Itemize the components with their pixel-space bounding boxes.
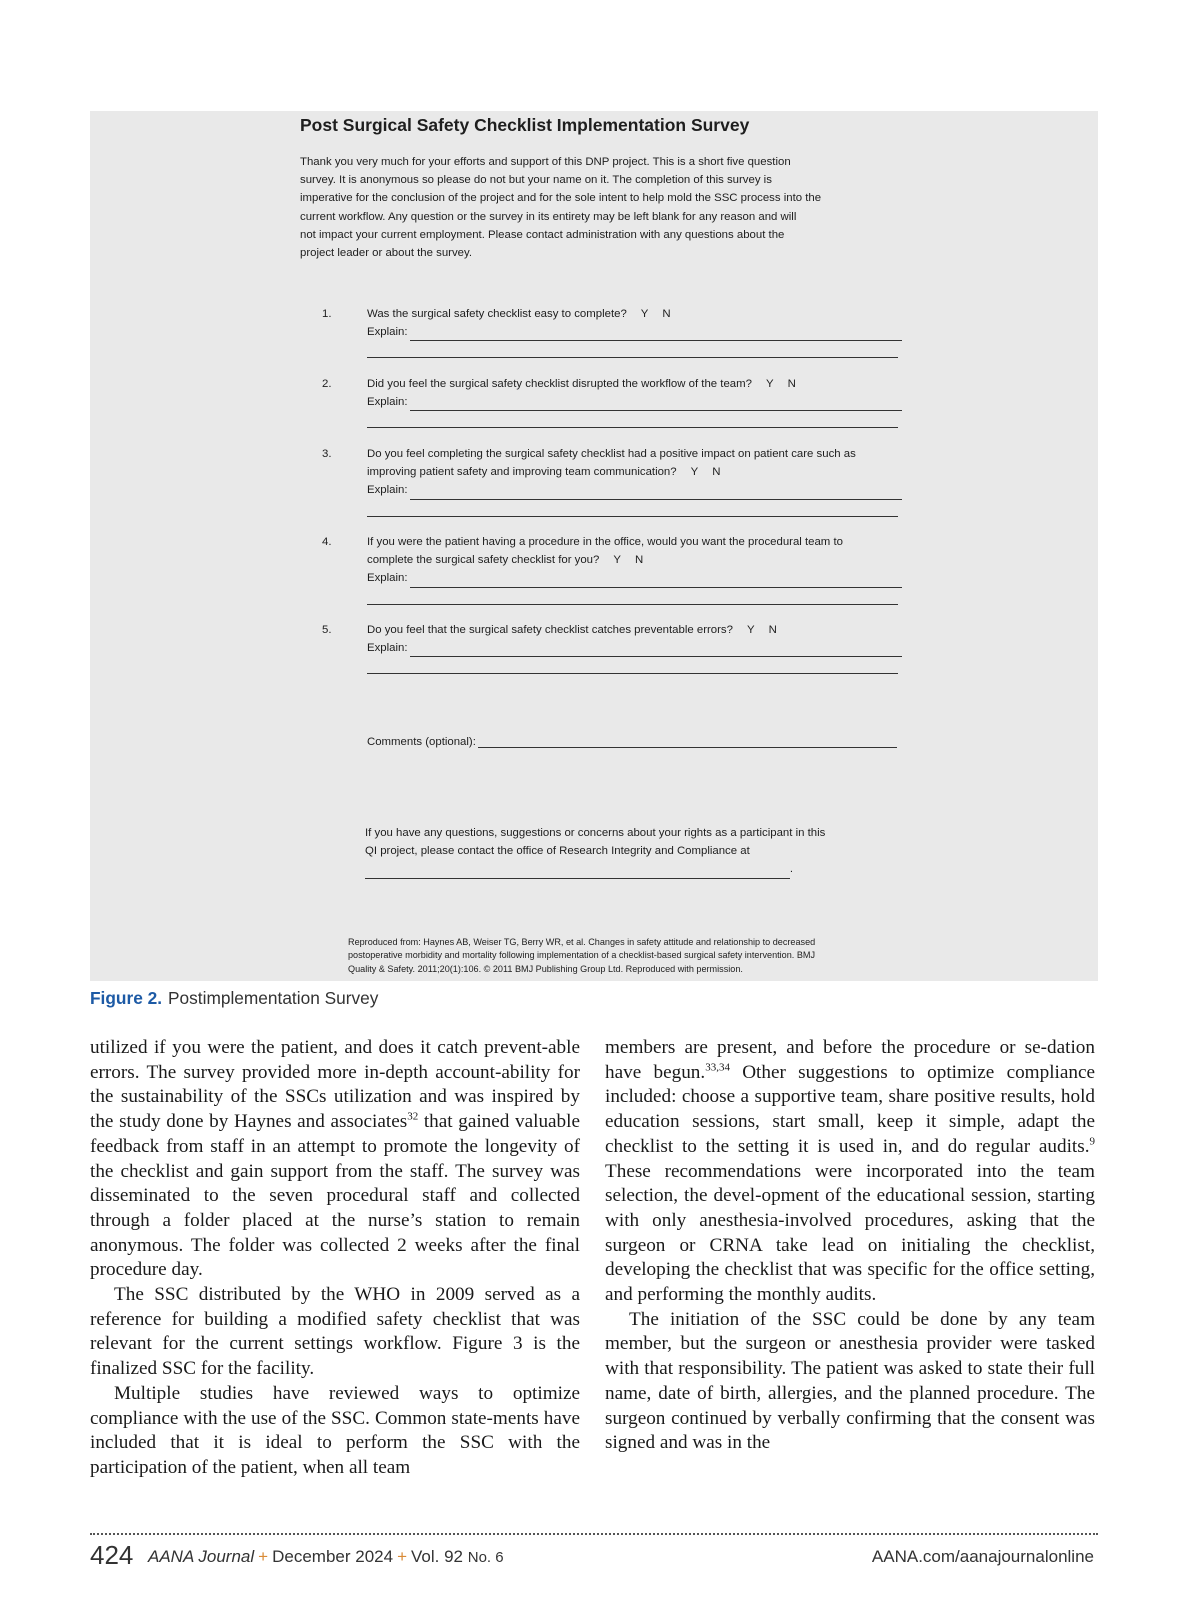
contact-period: . bbox=[789, 863, 793, 876]
comments-blank bbox=[478, 734, 897, 748]
question-text: If you were the patient having a procedure in the office, would you want the procedural team to bbox=[367, 536, 843, 548]
question-text: complete the surgical safety checklist for you? bbox=[367, 554, 600, 567]
question-number: 2. bbox=[322, 378, 332, 390]
paragraph-text: that gained valuable feedback from staff in an attempt to promote the longevity of the checklist and gain support from the staff. The survey was disseminated to the seven procedural staff and collected through a folder placed at the nurse’s station to remain anonymous. The folder was collected 2 weeks after the final procedure day. bbox=[90, 1111, 580, 1281]
no-option: N bbox=[662, 308, 671, 320]
answer-blank bbox=[410, 327, 902, 341]
credit-line: Reproduced from: Haynes AB, Weiser TG, Berry WR, et al. Changes in safety attitude and relationship to decreased bbox=[348, 937, 816, 947]
intro-line: project leader or about the survey. bbox=[300, 247, 473, 260]
question-text: Do you feel completing the surgical safety checklist had a positive impact on patient care such as bbox=[367, 448, 856, 460]
answer-blank bbox=[367, 657, 898, 674]
yes-option: Y bbox=[765, 378, 774, 390]
citation-ref: 9 bbox=[1089, 1135, 1095, 1148]
issue-date: December 2024 bbox=[272, 1547, 394, 1566]
body-paragraph: Multiple studies have reviewed ways to optimize compliance with the use of the SSC. Common state-ments have included that it is ideal to perform the SSC with the participation of the patient, when all team bbox=[90, 1382, 580, 1478]
credit-line: postoperative morbidity and mortality following implementation of a checklist-based surgical safety intervention. BMJ bbox=[348, 950, 816, 961]
question-text: Was the surgical safety checklist easy to complete? bbox=[367, 308, 627, 320]
survey-intro bbox=[300, 153, 900, 262]
answer-blank bbox=[410, 643, 902, 657]
intro-line: Thank you very much for your efforts and support of this DNP project. This is a short five question bbox=[300, 156, 791, 168]
no-option: N bbox=[634, 554, 644, 567]
answer-blank bbox=[367, 588, 898, 605]
question-number: 5. bbox=[322, 624, 332, 636]
survey-title: Post Surgical Safety Checklist Implementation Survey bbox=[300, 115, 750, 135]
question-number: 4. bbox=[322, 536, 332, 548]
answer-blank bbox=[410, 574, 902, 588]
yes-option: Y bbox=[746, 624, 755, 636]
journal-name: AANA Journal bbox=[148, 1547, 255, 1566]
reproduction-credit bbox=[348, 936, 898, 976]
explain-label: Explain: bbox=[367, 642, 408, 655]
page-footer bbox=[90, 1540, 1098, 1572]
answer-blank bbox=[367, 500, 898, 517]
paragraph-text: Other suggestions to optimize compliance included: choose a supportive team, share positive results, hold education sessions, start small, keep it simple, adapt the checklist to the setting it is used in, and do regular audits. bbox=[605, 1061, 1095, 1157]
intro-line: not impact your current employment. Please contact administration with any questions about the bbox=[300, 228, 785, 241]
yes-option: Y bbox=[690, 466, 699, 479]
explain-label: Explain: bbox=[367, 572, 408, 585]
body-paragraph: The SSC distributed by the WHO in 2009 served as a reference for building a modified safety checklist that was relevant for the current settings workflow. Figure 3 is the finalized SSC for the facility. bbox=[90, 1284, 580, 1380]
comments-row bbox=[367, 734, 897, 748]
figure-caption bbox=[90, 988, 790, 1009]
question-number: 3. bbox=[322, 448, 332, 460]
figure-2 bbox=[90, 111, 1098, 981]
answer-blank bbox=[367, 411, 898, 428]
intro-line: survey. It is anonymous so please do not but your name on it. The completion of this survey is bbox=[300, 174, 772, 187]
explain-label: Explain: bbox=[367, 484, 408, 497]
figure-title: Postimplementation Survey bbox=[168, 988, 379, 1008]
answer-blank bbox=[410, 397, 902, 411]
intro-line: imperative for the conclusion of the project and for the sole intent to help mold the SSC process into the bbox=[300, 192, 822, 205]
body-column-left bbox=[90, 1036, 580, 1481]
comments-label: Comments (optional): bbox=[367, 736, 476, 748]
credit-line: Quality & Safety. 2011;20(1):106. © 2011 BMJ Publishing Group Ltd. Reproduced with permission. bbox=[348, 963, 743, 974]
yes-option: Y bbox=[613, 554, 621, 567]
separator-icon: + bbox=[397, 1547, 407, 1566]
page-number: 424 bbox=[90, 1540, 134, 1570]
no-option: N bbox=[787, 378, 796, 390]
issue-number: No. 6 bbox=[467, 1549, 504, 1566]
body-paragraph bbox=[90, 1036, 580, 1283]
no-option: N bbox=[712, 466, 721, 479]
contact-note bbox=[365, 824, 885, 879]
paragraph-text: These recommendations were incorporated into the team selection, the devel-opment of the educational session, starting with only anesthesia-involved procedures, asking that the surgeon or CRNA take lead on initialing the checklist, developing the checklist that was specific for the office setting, and performing the monthly audits. bbox=[605, 1160, 1095, 1306]
contact-blank bbox=[365, 865, 790, 879]
journal-info bbox=[148, 1547, 504, 1567]
contact-line: If you have any questions, suggestions or concerns about your rights as a participant in this bbox=[365, 827, 826, 839]
footer-divider bbox=[90, 1533, 1098, 1535]
question-text: Did you feel the surgical safety checklist disrupted the workflow of the team? bbox=[367, 378, 752, 390]
body-paragraph bbox=[605, 1036, 1095, 1308]
question-number: 1. bbox=[322, 308, 332, 320]
no-option: N bbox=[768, 624, 777, 636]
contact-line: QI project, please contact the office of Research Integrity and Compliance at bbox=[365, 845, 750, 858]
explain-label: Explain: bbox=[367, 396, 408, 409]
body-paragraph: The initiation of the SSC could be done by any team member, but the surgeon or anesthesia provider were tasked with that responsibility. The patient was asked to state their full name, date of birth, allergies, and the planned procedure. The surgeon continued by verbally confirming that the consent was signed and was in the bbox=[605, 1308, 1095, 1454]
intro-line: current workflow. Any question or the survey in its entirety may be left blank for any reason and will bbox=[300, 210, 797, 223]
separator-icon: + bbox=[258, 1547, 269, 1566]
answer-blank bbox=[367, 341, 898, 358]
answer-blank bbox=[410, 486, 902, 500]
question-text: improving patient safety and improving team communication? bbox=[367, 466, 677, 479]
yes-option: Y bbox=[640, 308, 649, 320]
body-column-right bbox=[605, 1036, 1095, 1456]
paragraph-text: utilized if you were the patient, and does it catch prevent-able errors. The survey provided more in-depth account-ability for the sustainability of the SSCs utilization and was inspired by the study done by Haynes and associates bbox=[90, 1037, 580, 1133]
citation-ref: 33,34 bbox=[705, 1061, 730, 1074]
explain-label: Explain: bbox=[367, 326, 408, 339]
paragraph-text: members are present, and before the procedure or se-dation have begun. bbox=[605, 1037, 1095, 1083]
citation-ref: 32 bbox=[407, 1110, 419, 1123]
question-text: Do you feel that the surgical safety checklist catches preventable errors? bbox=[367, 624, 733, 636]
journal-website: AANA.com/aanajournalonline bbox=[871, 1547, 1094, 1566]
volume: Vol. 92 bbox=[411, 1547, 463, 1566]
figure-label: Figure 2. bbox=[90, 988, 163, 1008]
